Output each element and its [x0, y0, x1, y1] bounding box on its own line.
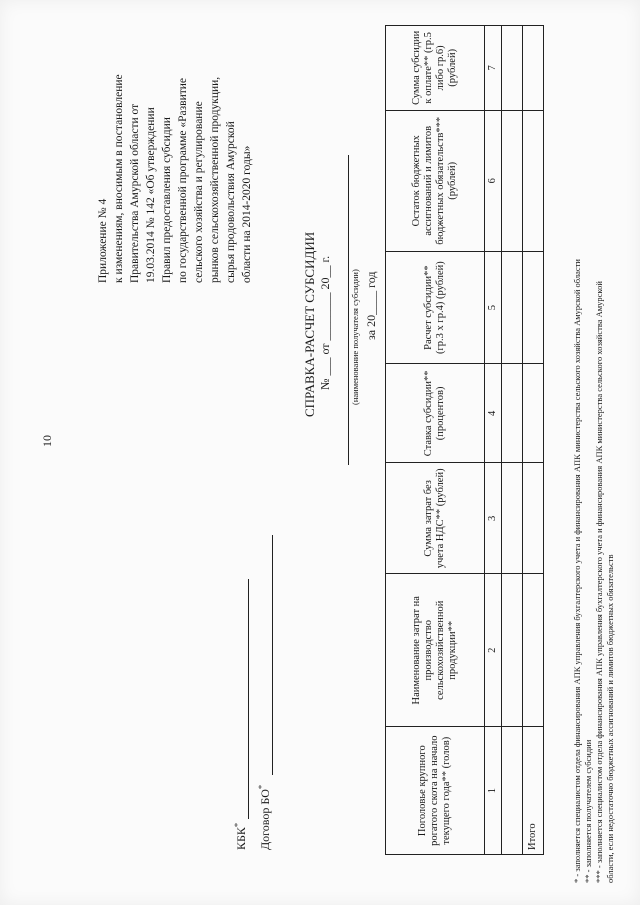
footnote: * - заполняется специалистом отдела финансирования АПК управления бухгалтерского учета и финансирования АПК министерства сельского хозяйства Амурской области: [572, 259, 582, 883]
column-number: 5: [485, 251, 502, 363]
appendix-line: к изменениям, вносимым в постановление: [113, 74, 125, 283]
header-cell: Ставка субсидии** (процентов): [386, 364, 485, 463]
table-cell: [502, 463, 523, 574]
page-number: 10: [40, 435, 54, 447]
contract-mark: *: [256, 784, 266, 790]
appendix-line: Правил предоставления субсидии: [161, 117, 173, 283]
appendix-block: [95, 74, 255, 283]
table-cell: [502, 26, 523, 111]
footnote: ** - заполняется получателем субсидии: [583, 739, 593, 883]
column-number: 4: [485, 364, 502, 463]
form-title: СПРАВКА-РАСЧЕТ СУБСИДИИ: [302, 231, 317, 417]
appendix-line: сельского хозяйства и регулирование: [193, 101, 205, 283]
table-cell: [523, 251, 544, 363]
table-cell: [502, 727, 523, 855]
table-cell: [523, 364, 544, 463]
form-number-line: № ___ от ________ 20__ г.: [318, 255, 332, 390]
table-data-row: [502, 26, 523, 855]
contract-underline: [272, 535, 273, 775]
header-cell: Остаток бюджетных ассигнований и лимитов бюджетных обязательств*** (рублей): [386, 110, 485, 251]
column-number: 6: [485, 110, 502, 251]
total-label: Итого: [523, 727, 544, 855]
header-cell: Поголовье крупного рогатого скота на начало текущего года** (голов): [386, 727, 485, 855]
footnote: *** - заполняется специалистом отдела финансирования АПК управления бухгалтерского учета и финансирования АПК министерства сельского хозяйства Амурской: [594, 281, 604, 883]
header-cell: Сумма затрат без учета НДС** (рублей): [386, 463, 485, 574]
appendix-line: по государственной программе «Развитие: [177, 77, 189, 283]
appendix-line: области на 2014-2020 годы»: [241, 145, 253, 283]
table-header-row: [386, 26, 485, 855]
kbk-text: КБК: [234, 827, 248, 850]
table-total-row: [523, 26, 544, 855]
year-line: за 20____ год: [364, 271, 378, 340]
column-number: 2: [485, 574, 502, 727]
appendix-line: рынков сельскохозяйственной продукции,: [209, 76, 221, 283]
table-cell: [523, 26, 544, 111]
contract-label: [256, 785, 273, 850]
table-cell: [523, 463, 544, 574]
table-cell: [523, 574, 544, 727]
column-number: 7: [485, 26, 502, 111]
appendix-line: 19.03.2014 № 142 «Об утверждении: [145, 107, 157, 283]
header-cell: Расчет субсидии** (гр.3 х гр.4) (рублей): [386, 251, 485, 363]
footnotes: [572, 13, 616, 883]
recipient-underline: [348, 155, 349, 465]
appendix-line: Приложение № 4: [97, 198, 109, 283]
table-cell: [502, 251, 523, 363]
appendix-line: Правительства Амурской области от: [129, 103, 141, 283]
table-cell: [523, 110, 544, 251]
table-cell: [502, 364, 523, 463]
contract-text: Договор БО: [258, 789, 272, 850]
table-number-row: [485, 26, 502, 855]
column-number: 1: [485, 727, 502, 855]
header-cell: Сумма субсидии к оплате** (гр.5 либо гр.6) (рублей): [386, 26, 485, 111]
kbk-underline: [248, 579, 249, 819]
header-cell: Наименование затрат на производство сельскохозяйственной продукции**: [386, 574, 485, 727]
subsidy-table: [385, 25, 544, 855]
table-cell: [502, 574, 523, 727]
recipient-caption: (наименование получателя субсидии): [350, 269, 360, 405]
footnote: области, если недостаточно бюджетных ассигнований и лимитов бюджетных обязательств: [605, 554, 615, 883]
kbk-label: [232, 823, 249, 850]
appendix-line: сырья продовольствия Амурской: [225, 121, 237, 283]
kbk-mark: *: [232, 822, 242, 828]
column-number: 3: [485, 463, 502, 574]
table-cell: [502, 110, 523, 251]
